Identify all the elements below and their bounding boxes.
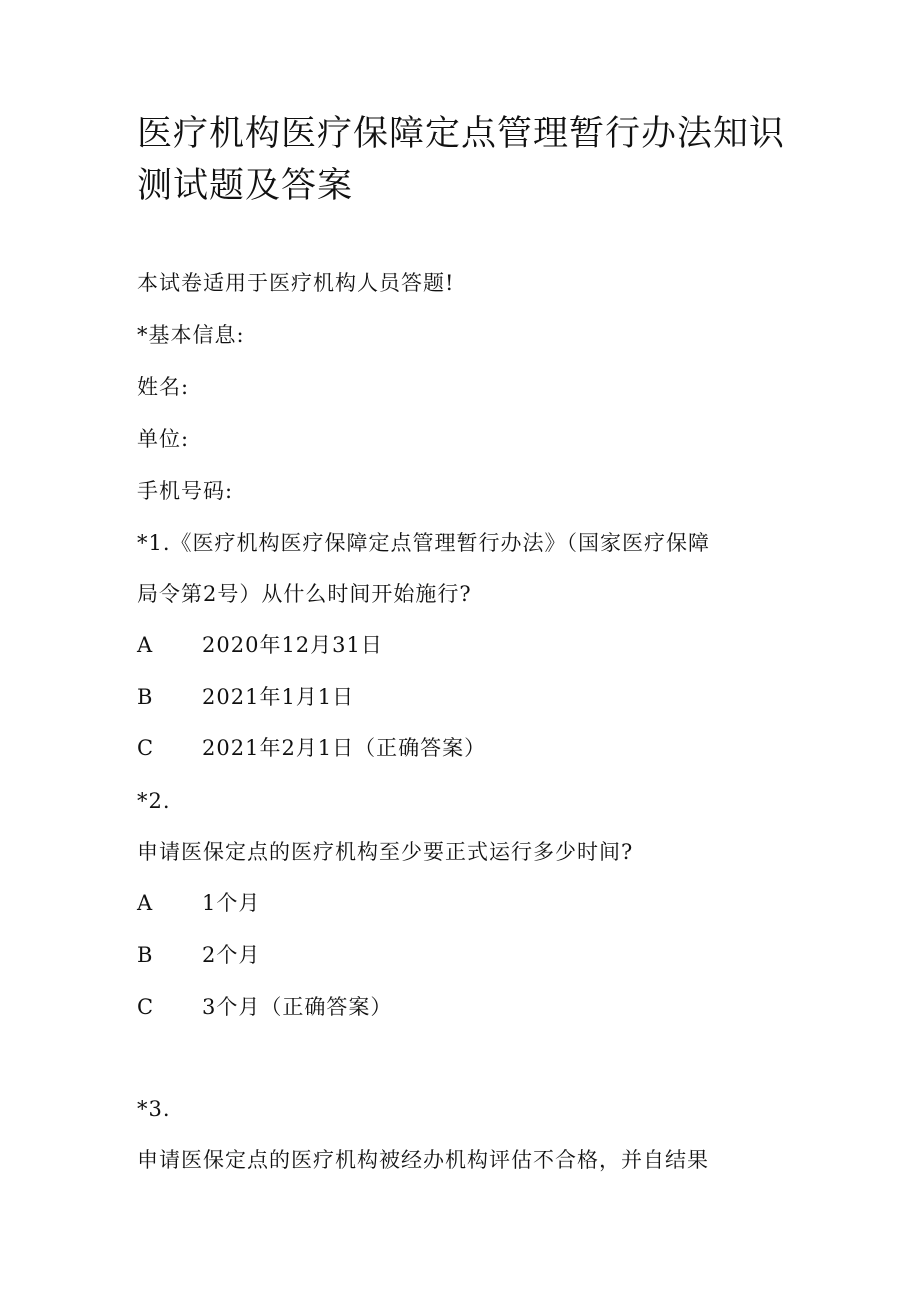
- question-2-number: *2.: [137, 789, 171, 813]
- question-3-number: *3.: [137, 1097, 171, 1121]
- question-2-option-b: [137, 940, 260, 970]
- option-letter: A: [137, 891, 154, 915]
- option-text: 2个月: [202, 943, 261, 967]
- option-text: 2021年2月1日（正确答案）: [202, 736, 487, 760]
- question-2-option-c: [137, 992, 392, 1022]
- option-text: 2020年12月31日: [202, 633, 383, 657]
- option-letter: C: [137, 995, 155, 1019]
- question-2-text: 申请医保定点的医疗机构至少要正式运行多少时间?: [137, 840, 634, 864]
- name-field-label: 姓名:: [137, 375, 190, 399]
- question-1-line-1: *1.《医疗机构医疗保障定点管理暂行办法》（国家医疗保障: [137, 531, 711, 555]
- question-1-option-a: [137, 630, 383, 660]
- question-3-text: 申请医保定点的医疗机构被经办机构评估不合格，并自结果: [137, 1148, 709, 1172]
- option-text: 3个月（正确答案）: [202, 995, 393, 1019]
- basic-info-heading: *基本信息:: [137, 323, 245, 347]
- intro-text: 本试卷适用于医疗机构人员答题!: [137, 271, 455, 295]
- option-letter: C: [137, 736, 155, 760]
- option-letter: B: [137, 685, 154, 709]
- option-text: 2021年1月1日: [202, 685, 355, 709]
- unit-field-label: 单位:: [137, 427, 190, 451]
- phone-field-label: 手机号码:: [137, 479, 234, 503]
- question-1-option-c: [137, 733, 486, 763]
- option-letter: B: [137, 943, 154, 967]
- question-1-line-2: 局令第2号）从什么时间开始施行?: [137, 582, 472, 606]
- document-title: 医疗机构医疗保障定点管理暂行办法知识测试题及答案: [137, 114, 786, 206]
- option-text: 1个月: [202, 891, 261, 915]
- option-letter: A: [137, 633, 154, 657]
- question-1-option-b: [137, 682, 354, 712]
- question-2-option-a: [137, 888, 260, 918]
